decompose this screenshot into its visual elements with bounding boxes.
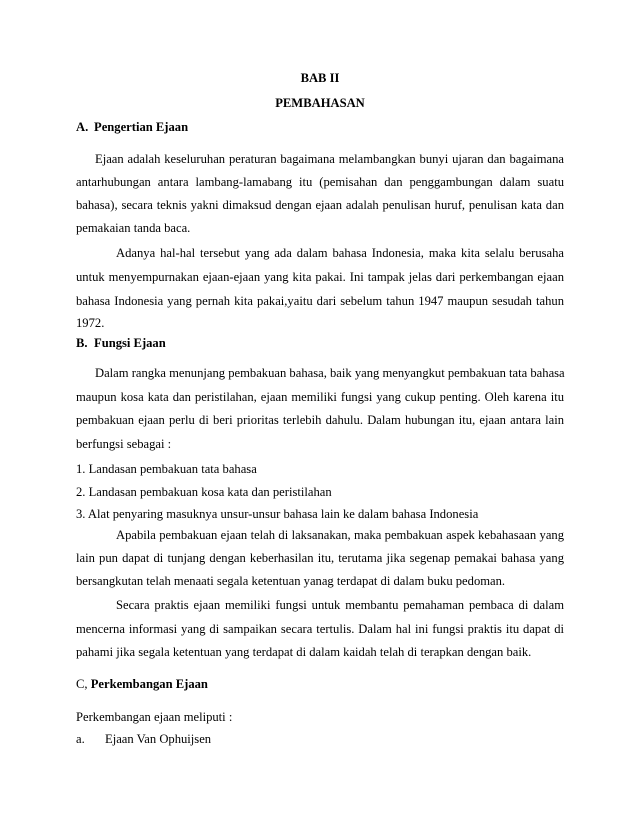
function-list-item: 1. Landasan pembakuan tata bahasa <box>76 462 257 476</box>
section-b-paragraph-3-line: Secara praktis ejaan memiliki fungsi untuk membantu pemahaman pembaca di dalam <box>116 598 564 612</box>
section-b-paragraph-1-line: berfungsi sebagai : <box>76 437 172 451</box>
function-list-item: 3. Alat penyaring masuknya unsur-unsur bahasa lain ke dalam bahasa Indonesia <box>76 507 479 521</box>
section-c-title: Perkembangan Ejaan <box>90 677 208 691</box>
section-c-item-a <box>76 731 564 747</box>
chapter-number: BAB II <box>300 71 340 85</box>
section-c-intro: Perkembangan ejaan meliputi : <box>76 710 233 724</box>
section-c-marker: C, <box>76 677 88 691</box>
section-b-paragraph-3-line: mencerna informasi yang di sampaikan secara tertulis. Dalam hal ini fungsi praktis itu dapat di <box>76 622 564 636</box>
section-a-paragraph-2-line: bahasa Indonesia yang pernah kita pakai,yaitu dari sebelum tahun 1947 maupun sesudah tahun <box>76 294 564 308</box>
section-b-paragraph-2-line: Apabila pembakuan ejaan telah di laksanakan, maka pembakuan aspek kebahasaan yang <box>116 528 564 542</box>
section-b-paragraph-3-line: pahami jika segala ketentuan yang terdapat di dalam kaidah telah di terapkan dengan baik. <box>76 645 532 659</box>
section-a-paragraph-2-line: Adanya hal-hal tersebut yang ada dalam bahasa Indonesia, maka kita selalu berusaha <box>116 246 564 260</box>
section-a-paragraph-1-line: pemakaian tanda baca. <box>76 221 191 235</box>
section-a-heading <box>76 119 564 135</box>
section-b-paragraph-1-line: Dalam rangka menunjang pembakuan bahasa, baik yang menyangkut pembakuan tata bahasa <box>95 366 565 380</box>
section-c-item-a-marker: a. <box>76 732 85 746</box>
chapter-title: PEMBAHASAN <box>275 96 365 110</box>
section-c-heading <box>76 676 564 692</box>
section-a-paragraph-2-line: untuk menyempurnakan ejaan-ejaan yang kita pakai. Ini tampak jelas dari perkembangan ejaan <box>76 270 564 284</box>
section-b-heading <box>76 335 564 351</box>
section-a-paragraph-1-line: bahasa), secara teknis yakni dimaksud dengan ejaan adalah penulisan huruf, penulisan kata dan <box>76 198 564 212</box>
section-b-title: Fungsi Ejaan <box>94 336 166 350</box>
section-a-paragraph-1-line: Ejaan adalah keseluruhan peraturan bagaimana melambangkan bunyi ujaran dan bagaimana <box>95 152 564 166</box>
function-list-item: 2. Landasan pembakuan kosa kata dan peristilahan <box>76 485 332 499</box>
section-b-paragraph-1-line: pembakuan ejaan perlu di beri prioritas terlebih dahulu. Dalam hubungan itu, ejaan antara lain <box>76 413 564 427</box>
section-b-marker: B. <box>76 336 88 350</box>
section-a-paragraph-2-line: 1972. <box>76 316 105 330</box>
section-b-paragraph-1-line: maupun kosa kata dan peristilahan, ejaan memiliki fungsi yang cukup penting. Oleh karena itu <box>76 390 564 404</box>
section-b-paragraph-2-line: lain pun dapat di tunjang dengan keberhasilan itu, terutama jika segenap pemakai bahasa yang <box>76 551 564 565</box>
section-a-marker: A. <box>76 120 89 134</box>
section-a-paragraph-1-line: antarhubungan antara lambang-lamabang itu (pemisahan dan penggambungan dalam suatu <box>76 175 564 189</box>
section-c-item-a-text: Ejaan Van Ophuijsen <box>105 732 212 746</box>
section-b-paragraph-2-line: bersangkutan telah menaati segala ketentuan yanag terdapat di dalam buku pedoman. <box>76 574 506 588</box>
section-a-title: Pengertian Ejaan <box>94 120 189 134</box>
